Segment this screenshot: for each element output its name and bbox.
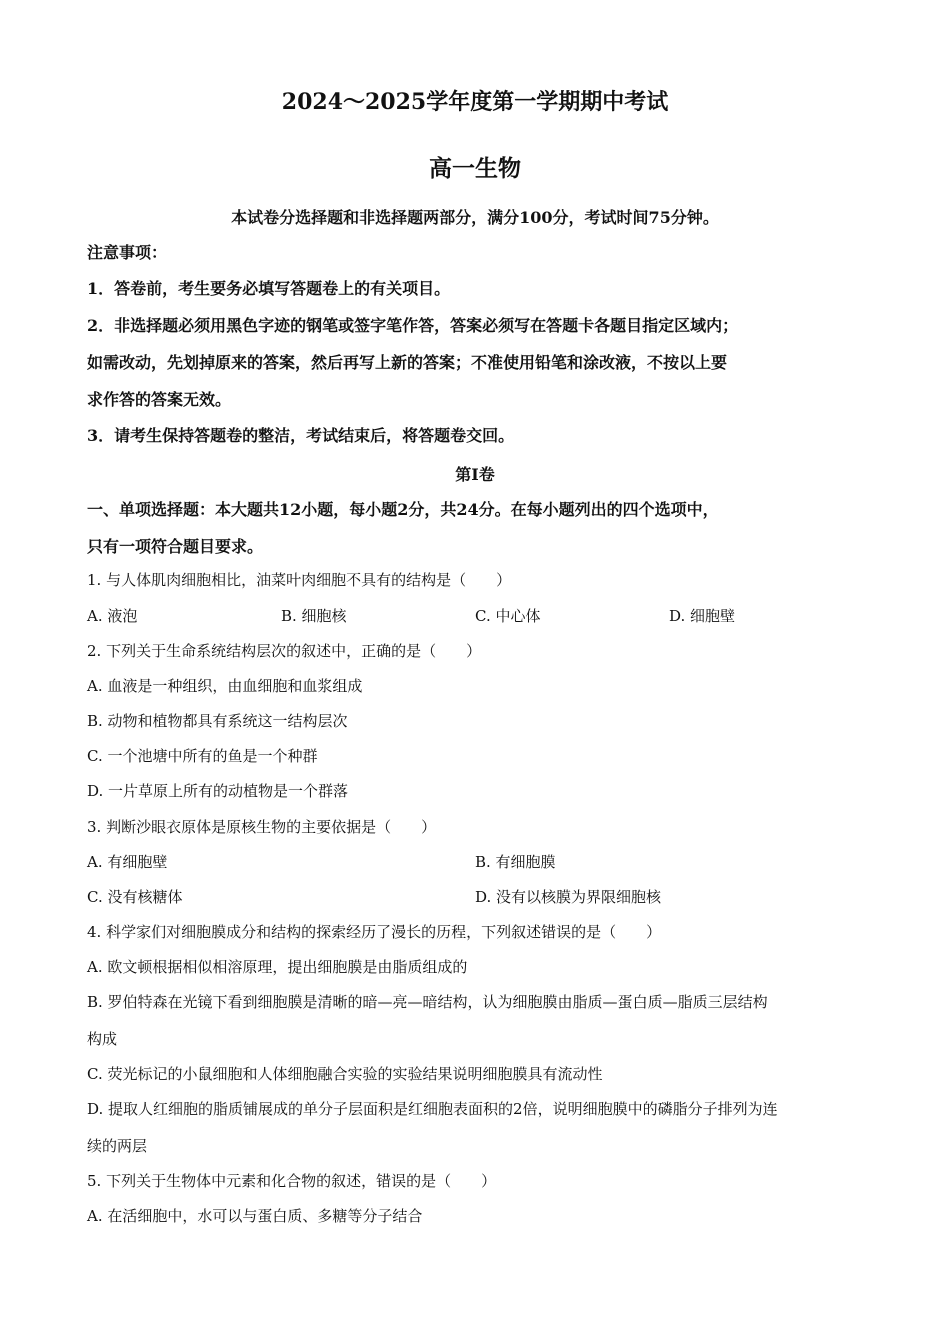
question-4-option-a: A. 欧文顿根据相似相溶原理，提出细胞膜是由脂质组成的: [87, 958, 468, 976]
part-one-label: 第Ⅰ卷: [455, 465, 495, 484]
question-3-option-a: A. 有细胞壁: [87, 853, 168, 871]
section-heading-line-1: 一、单项选择题：本大题共12小题，每小题2分，共24分。在每小题列出的四个选项中，: [87, 500, 719, 519]
question-1-stem: 1. 与人体肌肉细胞相比，油菜叶肉细胞不具有的结构是（ ）: [87, 571, 512, 589]
question-4-stem: 4. 科学家们对细胞膜成分和结构的探索经历了漫长的历程，下列叙述错误的是（ ）: [87, 923, 662, 941]
question-1-option-c: C. 中心体: [475, 607, 541, 625]
note-item-3: 3．请考生保持答题卷的整洁，考试结束后，将答题卷交回。: [87, 426, 515, 445]
question-1-option-b: B. 细胞核: [281, 607, 347, 625]
question-5-option-a: A. 在活细胞中，水可以与蛋白质、多糖等分子结合: [87, 1207, 423, 1225]
subject-title: 高一生物: [429, 155, 521, 182]
exam-intro: 本试卷分选择题和非选择题两部分，满分100分，考试时间75分钟。: [231, 208, 719, 227]
note-item-2-line-3: 求作答的答案无效。: [87, 390, 232, 409]
question-4-option-d-line-2: 续的两层: [87, 1137, 148, 1155]
question-1-option-a: A. 液泡: [87, 607, 138, 625]
question-2-option-d: D. 一片草原上所有的动植物是一个群落: [87, 782, 349, 800]
question-2-stem: 2. 下列关于生命系统结构层次的叙述中，正确的是（ ）: [87, 642, 482, 660]
question-2-option-a: A. 血液是一种组织，由血细胞和血浆组成: [87, 677, 363, 695]
question-3-option-c: C. 没有核糖体: [87, 888, 183, 906]
question-1-option-d: D. 细胞壁: [669, 607, 736, 625]
question-4-option-b-line-2: 构成: [87, 1030, 118, 1048]
note-item-2-line-2: 如需改动，先划掉原来的答案，然后再写上新的答案；不准使用铅笔和涂改液，不按以上要: [87, 353, 728, 372]
section-heading-line-2: 只有一项符合题目要求。: [87, 537, 264, 556]
question-2-option-c: C. 一个池塘中所有的鱼是一个种群: [87, 747, 318, 765]
note-item-1: 1．答卷前，考生要务必填写答题卷上的有关项目。: [87, 279, 451, 298]
note-item-2-line-1: 2．非选择题必须用黑色字迹的钢笔或签字笔作答，答案必须写在答题卡各题目指定区域内；: [87, 316, 739, 335]
question-2-option-b: B. 动物和植物都具有系统这一结构层次: [87, 712, 348, 730]
question-3-stem: 3. 判断沙眼衣原体是原核生物的主要依据是（ ）: [87, 818, 437, 836]
question-3-option-b: B. 有细胞膜: [475, 853, 556, 871]
exam-title: 2024～2025学年度第一学期期中考试: [281, 89, 669, 115]
question-4-option-c: C. 荧光标记的小鼠细胞和人体细胞融合实验的实验结果说明细胞膜具有流动性: [87, 1065, 603, 1083]
question-5-stem: 5. 下列关于生物体中元素和化合物的叙述，错误的是（ ）: [87, 1172, 497, 1190]
question-4-option-d-line-1: D. 提取人红细胞的脂质铺展成的单分子层面积是红细胞表面积的2倍，说明细胞膜中的磷脂分子排列为连: [87, 1100, 778, 1118]
question-4-option-b-line-1: B. 罗伯特森在光镜下看到细胞膜是清晰的暗—亮—暗结构，认为细胞膜由脂质—蛋白质—脂质三层结构: [87, 993, 768, 1011]
question-3-option-d: D. 没有以核膜为界限细胞核: [475, 888, 662, 906]
notes-heading: 注意事项：: [87, 243, 168, 262]
